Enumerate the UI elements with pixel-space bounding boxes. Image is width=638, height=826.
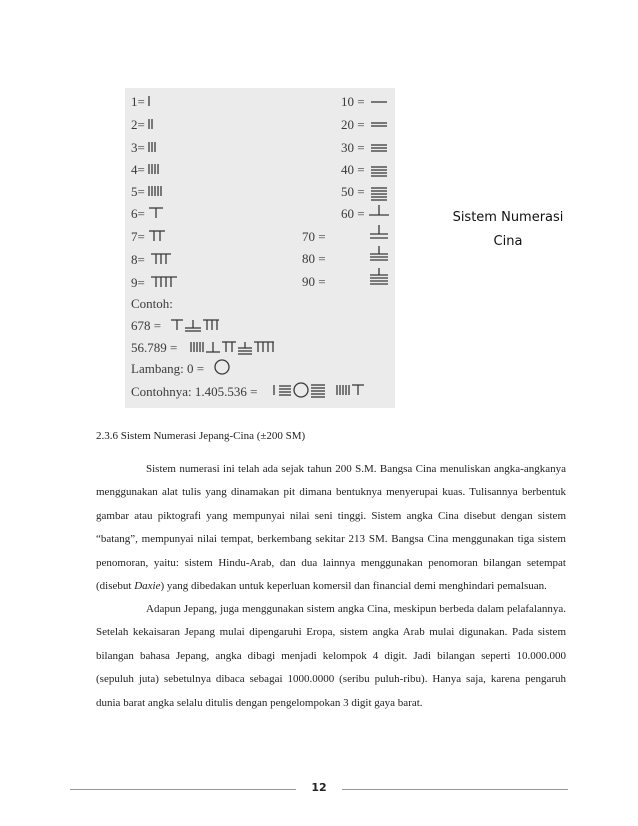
paragraph-1	[96, 458, 566, 598]
contohnya-label: Contohnya: 1.405.536 =	[131, 384, 258, 399]
page-number: 12	[311, 781, 327, 794]
rod-30-glyph	[371, 145, 387, 151]
numeral-label-60: 60 =	[341, 206, 365, 221]
paragraph-1-text: Sistem numerasi ini telah ada sejak tahun 200 S.M. Bangsa Cina menuliskan angka-angkanya menggunakan alat tulis yang dinamakan pit dimana bentuknya menyerupai kuas. Tulisannya berbentuk gambar atau piktografi yang mempunyai nilai seni tinggi. Sistem angka Cina disebut dengan sistem “batang”, mempunyai nilai tempat, berkembang sekitar 213 SM. Bangsa Cina menggunakan tiga sistem penomoran, yaitu: sistem Hindu-Arab, dan dua lainnya menggunakan penomoran bilangan setempat (disebut	[96, 463, 566, 593]
figure-caption	[452, 206, 564, 254]
chinese-numerals-figure	[125, 88, 395, 408]
rod-60-glyph	[369, 205, 389, 215]
paragraph-1-italic: Daxie	[134, 580, 161, 593]
numeral-label-80: 80 =	[302, 251, 326, 266]
numeral-label-3: 3=	[131, 140, 145, 155]
rod-50-glyph	[371, 188, 387, 200]
rod-3-glyph	[149, 142, 155, 152]
example-1405536-glyph	[274, 383, 364, 397]
caption-line-2: Cina	[493, 234, 523, 249]
footer-line-left	[70, 789, 296, 790]
numeral-label-8: 8=	[131, 252, 145, 267]
rod-90-glyph	[370, 268, 388, 284]
rod-80-glyph	[370, 246, 388, 260]
rod-40-glyph	[371, 167, 387, 176]
rod-8-glyph	[151, 254, 171, 264]
numeral-label-70: 70 =	[302, 229, 326, 244]
rod-2-glyph	[149, 119, 152, 129]
numeral-label-20: 20 =	[341, 117, 365, 132]
rod-7-glyph	[149, 231, 165, 241]
rod-5-glyph	[149, 186, 161, 196]
paragraph-2-text: Adapun Jepang, juga menggunakan sistem angka Cina, meskipun berbeda dalam pelafalannya. Setelah kekaisaran Jepang mulai dipengaruhi Eropa, sistem angka Arab mulai digunakan. Pada sistem bilangan bahasa Jepang, angka dibagi menjadi kelompok 4 digit. Jadi bilangan seperti 10.000.000 (sepuluh juta) sebetulnya dibaca sebagai 1000.0000 (seribu puluh-ribu). Hanya saja, karena pengaruh dunia barat angka selalu ditulis dengan pengelompokan 3 digit gaya barat.	[96, 603, 566, 709]
numeral-label-7: 7=	[131, 229, 145, 244]
rod-6-glyph	[149, 208, 163, 218]
numeral-label-6: 6=	[131, 206, 145, 221]
lambang-label: Lambang: 0 =	[131, 361, 205, 376]
example-56789-glyph	[191, 342, 274, 354]
numeral-label-40: 40 =	[341, 162, 365, 177]
numeral-label-4: 4=	[131, 162, 145, 177]
example-678-label: 678 =	[131, 318, 162, 333]
numeral-label-50: 50 =	[341, 184, 365, 199]
paragraph-2	[96, 598, 566, 715]
contoh-label: Contoh:	[131, 296, 173, 311]
example-56789-label: 56.789 =	[131, 340, 178, 355]
paragraph-1-end: ) yang dibedakan untuk keperluan komersil dan financial demi menghindari pemalsuan.	[160, 580, 547, 593]
numeral-label-90: 90 =	[302, 274, 326, 289]
numeral-label-9: 9=	[131, 275, 145, 290]
rod-20-glyph	[371, 123, 387, 126]
numeral-label-2: 2=	[131, 117, 145, 132]
rod-numeral-glyphs	[125, 88, 395, 408]
numeral-label-5: 5=	[131, 184, 145, 199]
rod-4-glyph	[149, 164, 158, 174]
section-title: 2.3.6 Sistem Numerasi Jepang-Cina (±200 SM)	[96, 430, 306, 442]
numeral-label-30: 30 =	[341, 140, 365, 155]
footer-line-right	[342, 789, 568, 790]
numeral-label-1: 1=	[131, 94, 145, 109]
rod-9-glyph	[151, 277, 177, 287]
numeral-label-10: 10 =	[341, 94, 365, 109]
rod-70-glyph	[370, 225, 388, 238]
caption-line-1: Sistem Numerasi	[452, 210, 564, 225]
example-678-glyph	[171, 320, 219, 331]
zero-circle-glyph	[215, 360, 229, 374]
